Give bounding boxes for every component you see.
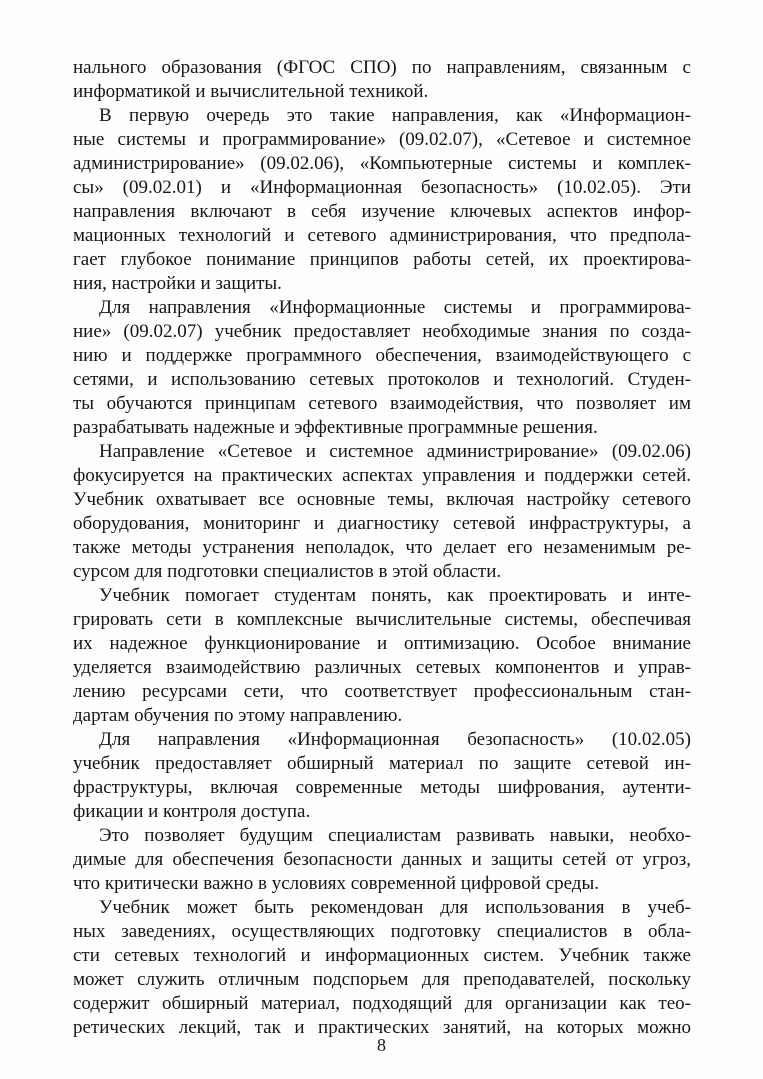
- paragraph: [73, 104, 691, 296]
- text-line: администрирование» (09.02.06), «Компьютерные системы и комплек-: [73, 153, 691, 174]
- text-line: грировать сети в комплексные вычислительные системы, обеспечивая: [73, 609, 691, 630]
- text-line: лению ресурсами сети, что соответствует профессиональным стан-: [73, 681, 691, 702]
- paragraph: [73, 824, 691, 896]
- text-line: фокусируется на практических аспектах управления и поддержки сетей.: [73, 465, 691, 486]
- text-line: информатикой и вычислительной техникой.: [73, 81, 429, 102]
- text-line: также методы устранения неполадок, что делает его незаменимым ре-: [73, 537, 691, 558]
- text-line: ния, настройки и защиты.: [73, 273, 282, 294]
- text-line: нию и поддержке программного обеспечения, взаимодействующего с: [73, 345, 691, 366]
- text-line: разрабатывать надежные и эффективные программные решения.: [73, 417, 598, 438]
- text-line: ние» (09.02.07) учебник предоставляет необходимые знания по созда-: [73, 321, 691, 342]
- paragraph: [73, 440, 691, 584]
- text-line: мационных технологий и сетевого администрирования, что предпола-: [73, 225, 691, 246]
- text-line: ных заведениях, осуществляющих подготовку специалистов в обла-: [73, 921, 691, 942]
- page-number: 8: [377, 1035, 386, 1055]
- text-line: гает глубокое понимание принципов работы сетей, их проектирова-: [73, 249, 691, 270]
- text-line: фраструктуры, включая современные методы шифрования, аутенти-: [73, 777, 691, 798]
- text-line: Учебник может быть рекомендован для использования в учеб-: [99, 897, 691, 918]
- text-line: что критически важно в условиях современной цифровой среды.: [73, 873, 599, 894]
- text-line: сы» (09.02.01) и «Информационная безопасность» (10.02.05). Эти: [73, 177, 691, 198]
- text-line: Это позволяет будущим специалистам развивать навыки, необхо-: [99, 825, 691, 846]
- text-line: уделяется взаимодействию различных сетевых компонентов и управ-: [73, 657, 691, 678]
- paragraph: [73, 296, 691, 440]
- text-line: фикации и контроля доступа.: [73, 801, 311, 822]
- text-line: Для направления «Информационная безопасность» (10.02.05): [99, 729, 691, 750]
- text-line: Учебник охватывает все основные темы, включая настройку сетевого: [73, 489, 691, 510]
- text-line: ные системы и программирование» (09.02.07), «Сетевое и системное: [73, 129, 691, 150]
- paragraph: [73, 584, 691, 728]
- text-line: может служить отличным подспорьем для преподавателей, поскольку: [73, 969, 691, 990]
- paragraph: [73, 896, 691, 1040]
- text-line: их надежное функционирование и оптимизацию. Особое внимание: [73, 633, 691, 654]
- text-line: сти сетевых технологий и информационных систем. Учебник также: [73, 945, 691, 966]
- text-line: сурсом для подготовки специалистов в этой области.: [73, 561, 502, 582]
- paragraph: [73, 728, 691, 824]
- text-line: димые для обеспечения безопасности данных и защиты сетей от угроз,: [73, 849, 691, 870]
- text-line: сетями, и использованию сетевых протоколов и технологий. Студен-: [73, 369, 691, 390]
- text-line: Учебник помогает студентам понять, как проектировать и инте-: [99, 585, 691, 606]
- text-line: ретических лекций, так и практических занятий, на которых можно: [73, 1017, 691, 1038]
- text-line: дартам обучения по этому направлению.: [73, 705, 403, 726]
- text-line: Направление «Сетевое и системное администрирование» (09.02.06): [99, 441, 691, 462]
- text-line: оборудования, мониторинг и диагностику сетевой инфраструктуры, а: [73, 513, 691, 534]
- text-line: учебник предоставляет обширный материал по защите сетевой ин-: [73, 753, 691, 774]
- text-line: направления включают в себя изучение ключевых аспектов инфор-: [73, 201, 691, 222]
- text-line: ты обучаются принципам сетевого взаимодействия, что позволяет им: [73, 393, 691, 414]
- text-line: Для направления «Информационные системы и программирова-: [99, 297, 691, 318]
- paragraph: [73, 56, 691, 104]
- page-text: [73, 56, 691, 1040]
- text-line: содержит обширный материал, подходящий для организации как тео-: [73, 993, 691, 1014]
- text-line: В первую очередь это такие направления, как «Информацион-: [99, 105, 691, 126]
- text-line: нального образования (ФГОС СПО) по направлениям, связанным с: [73, 57, 691, 78]
